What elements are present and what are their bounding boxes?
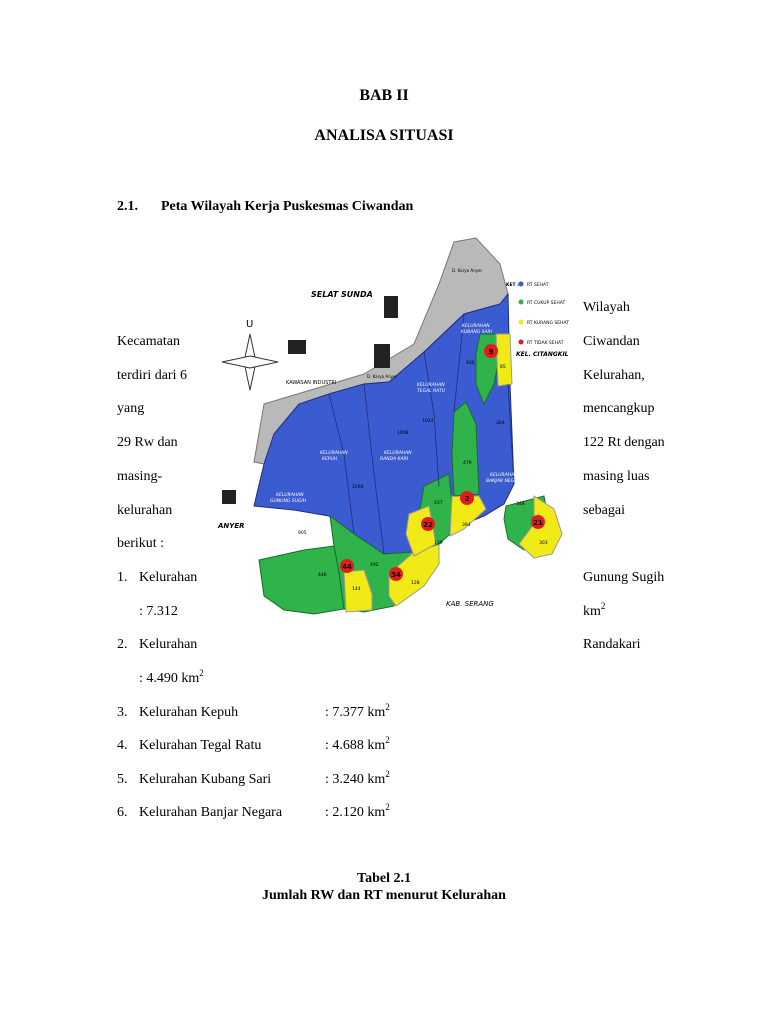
red-marker-label: 9 (488, 348, 494, 356)
legend-label: RT CUKUP SEHAT (527, 301, 566, 306)
region-number: 492 (370, 563, 379, 568)
area-item-value: : 3.240 $km^2$ (325, 769, 390, 787)
area-item-name: Kelurahan (139, 570, 198, 585)
area-item-value: : 7.377 $km^2$ (325, 702, 390, 720)
right-text-line: Kelurahan, (583, 368, 645, 383)
legend-label: RT TIDAK SEHAT (527, 341, 564, 346)
industrial-label: KAWASAN INDUSTRI (286, 380, 337, 386)
region-green (259, 546, 344, 614)
legend-swatch (519, 282, 524, 287)
legend-title: KET : (506, 283, 519, 288)
area-map (214, 234, 572, 626)
district-label: KUBANG SARI (461, 330, 493, 335)
region-number: 128 (411, 581, 420, 586)
red-marker-label: 44 (342, 563, 352, 571)
area-item-value: : 4.688 $km^2$ (325, 735, 390, 753)
legend-swatch (519, 320, 524, 325)
red-marker-label: 21 (533, 519, 543, 527)
left-text-line: berikut : (117, 536, 165, 551)
compass-label: U (246, 319, 254, 330)
district-label: KELURAHAN (320, 451, 348, 456)
sea-label: SELAT SUNDA (311, 290, 373, 299)
right-text-line: Ciwandan (583, 334, 640, 349)
right-text-line: mencangkup (583, 401, 655, 416)
area-item-value: : 4.490 $km^2$ (139, 668, 204, 686)
right-text-line: Gunung Sugih (583, 570, 665, 585)
region-number: 905 (298, 531, 307, 536)
region-number: 446 (318, 573, 327, 578)
district-label: KELURAHAN (490, 473, 518, 478)
chapter-title: ANALISA SITUASI (314, 127, 454, 144)
region-yellow (496, 334, 512, 386)
region-number: 437 (434, 501, 443, 506)
legend-swatch (519, 300, 524, 305)
red-marker-label: 2 (464, 495, 470, 503)
area-item-num: 4. (117, 738, 128, 753)
right-text-line: Wilayah (583, 300, 630, 315)
right-text-line: sebagai (583, 503, 625, 518)
region-number: 1008 (397, 431, 409, 436)
region-number: 936 (466, 361, 475, 366)
chapter-number: BAB II (359, 87, 409, 104)
left-text-line: terdiri dari 6 (117, 368, 187, 383)
legend-label: RT KURANG SEHAT (527, 321, 569, 326)
region-number: 303 (539, 541, 548, 546)
port-label: D. Karya Anyer (452, 268, 483, 273)
right-text-line: $km^2$ (583, 601, 606, 619)
area-item-value: : 7.312 (139, 604, 178, 619)
area-item-name: Kelurahan Tegal Ratu (139, 738, 262, 753)
legend-label: RT SEHAT (527, 283, 549, 288)
anyer-label: ANYER (218, 522, 245, 530)
left-text-line: 29 Rw dan (117, 435, 178, 450)
left-text-line: yang (117, 401, 145, 416)
left-text-line: masing- (117, 469, 163, 484)
section-title: Peta Wilayah Kerja Puskesmas Ciwandan (161, 199, 414, 214)
region-number: 394 (462, 523, 471, 528)
district-label: GUNUNG SUGIH (270, 499, 307, 504)
port-label: D. Karya Anyer (367, 374, 398, 379)
district-label: KEPUH (322, 457, 338, 462)
area-item-value: : 2.120 $km^2$ (325, 802, 390, 820)
region-number: 348 (516, 502, 525, 507)
kel-citangkil-label: KEL. CITANGKIL (516, 351, 569, 358)
left-text-line: Kecamatan (117, 334, 180, 349)
red-marker-label: 22 (423, 521, 433, 529)
district-label: RANDA KARI (380, 457, 409, 462)
compass-icon (222, 319, 278, 390)
district-label: KELURAHAN (417, 383, 445, 388)
district-label: BANJAR NEGARA (486, 479, 524, 484)
region-number: 479 (463, 461, 472, 466)
region-number: 139 (434, 541, 443, 546)
table-caption-number: Tabel 2.1 (357, 871, 411, 886)
region-number: 384 (496, 421, 505, 426)
district-label: KELURAHAN (276, 493, 304, 498)
table-caption-title: Jumlah RW dan RT menurut Kelurahan (262, 888, 506, 903)
district-label: KELURAHAN (384, 451, 412, 456)
area-item-name: Kelurahan Kepuh (139, 705, 239, 720)
legend-swatch (519, 340, 524, 345)
right-text-line: masing luas (583, 469, 650, 484)
region-number: 144 (352, 587, 361, 592)
area-item-name: Kelurahan Banjar Negara (139, 805, 283, 820)
kab-serang-label: KAB. SERANG (446, 600, 494, 608)
area-item-num: 1. (117, 570, 128, 585)
area-item-num: 5. (117, 772, 128, 787)
area-item-name: Kelurahan (139, 637, 198, 652)
area-item-name: Kelurahan Kubang Sari (139, 772, 272, 787)
left-text-line: kelurahan (117, 503, 173, 518)
area-item-num: 6. (117, 805, 128, 820)
map-legend (506, 282, 569, 347)
red-marker-label: 34 (391, 571, 401, 579)
area-item-num: 2. (117, 637, 128, 652)
district-label: KELURAHAN (462, 324, 490, 329)
area-item-num: 3. (117, 705, 128, 720)
section-number: 2.1. (117, 199, 138, 214)
region-number: 85 (500, 365, 506, 370)
region-number: 1024 (422, 419, 434, 424)
right-text-line: Randakari (583, 637, 641, 652)
right-text-line: 122 Rt dengan (583, 435, 665, 450)
region-number: 1090 (352, 485, 364, 490)
district-label: TEGAL RATU (417, 389, 446, 394)
